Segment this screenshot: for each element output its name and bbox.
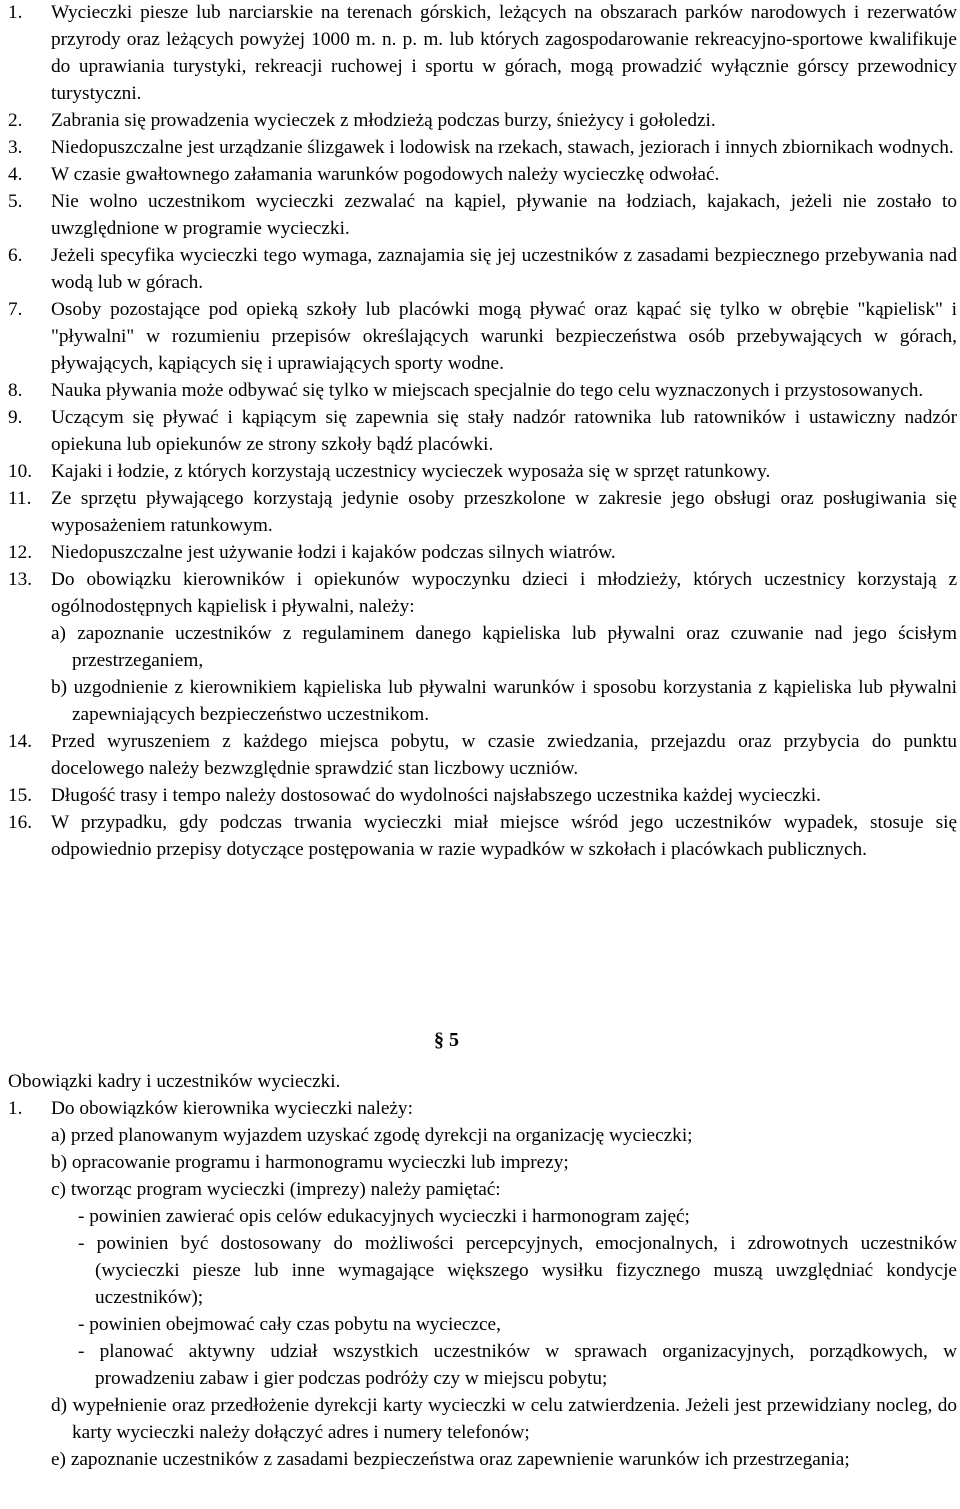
sub-item xyxy=(51,620,957,674)
section-heading: Obowiązki kadry i uczestników wycieczki. xyxy=(8,1071,341,1092)
list-item xyxy=(0,809,957,863)
item-text: Do obowiązku kierowników i opiekunów wypoczynku dzieci i młodzieży, których uczestnicy korzystają z ogólnodostępnych kąpielisk i pływalni, należy: xyxy=(51,569,957,617)
item-text: Wycieczki piesze lub narciarskie na terenach górskich, leżących na obszarach parków narodowych i rezerwatów przyrody oraz leżących powyżej 1000 m. n. p. m. lub których zagospodarowanie rekreacyjno-sportowe kwalifikuje do uprawiania turystyki, rekreacji ruchowej i sportu w górach, mogą prowadzić wyłącznie górscy przewodnicy turystyczni. xyxy=(51,2,957,104)
section-mark: § 5 xyxy=(434,1029,459,1051)
item-number: 5. xyxy=(8,191,23,212)
sub-item xyxy=(0,1176,957,1203)
item-text: Ze sprzętu pływającego korzystają jedynie osoby przeszkolone w zakresie jego obsługi oraz posługiwania się wyposażeniem ratunkowym. xyxy=(51,488,957,536)
sub-item xyxy=(51,674,957,728)
item-number: 2. xyxy=(8,110,23,131)
item-text: Jeżeli specyfika wycieczki tego wymaga, zaznajamia się jej uczestników z zasadami bezpiecznego przebywania nad wodą lub w górach. xyxy=(51,245,957,293)
item-text: Nauka pływania może odbywać się tylko w miejscach specjalnie do tego celu wyznaczonych i przystosowanych. xyxy=(51,380,924,401)
item-number: 13. xyxy=(8,569,33,590)
item-number: 14. xyxy=(8,731,33,752)
item-text: Kajaki i łodzie, z których korzystają uczestnicy wycieczek wyposaża się w sprzęt ratunkowy. xyxy=(51,461,771,482)
item-text: Do obowiązków kierownika wycieczki należy: xyxy=(51,1098,413,1119)
item-text: Niedopuszczalne jest urządzanie ślizgawek i lodowisk na rzekach, stawach, jeziorach i innych zbiornikach wodnych. xyxy=(51,137,954,158)
item-number: 15. xyxy=(8,785,33,806)
item-text: Zabrania się prowadzenia wycieczek z młodzieżą podczas burzy, śnieżycy i gołoledzi. xyxy=(51,110,716,131)
item-number: 7. xyxy=(8,299,23,320)
list-item xyxy=(0,1095,957,1122)
sub-text: wypełnienie oraz przedłożenie dyrekcji karty wycieczki w celu zatwierdzenia. Jeżeli jest przewidziany nocleg, do karty wycieczki należy dołączyć adres i numery telefonów; xyxy=(72,1395,957,1443)
list-item xyxy=(0,539,957,566)
sub-label: b) xyxy=(51,677,68,698)
list-item xyxy=(0,296,957,377)
dash-text: - planować aktywny udział wszystkich uczestników w sprawach organizacyjnych, porządkowych, w prowadzeniu zabaw i gier podczas podróży czy w miejscu pobytu; xyxy=(78,1341,957,1389)
sub-item xyxy=(0,1122,957,1149)
sub-item xyxy=(0,1149,957,1176)
item-number: 3. xyxy=(8,137,23,158)
list-item xyxy=(0,134,957,161)
sub-label: a) xyxy=(51,623,66,644)
item-text: Długość trasy i tempo należy dostosować do wydolności najsłabszego uczestnika każdej wycieczki. xyxy=(51,785,821,806)
sub-text: przed planowanym wyjazdem uzyskać zgodę dyrekcji na organizację wycieczki; xyxy=(70,1125,693,1146)
dash-text: - powinien obejmować cały czas pobytu na wycieczce, xyxy=(78,1314,501,1335)
item-number: 1. xyxy=(8,2,23,23)
item-text: Przed wyruszeniem z każdego miejsca pobytu, w czasie zwiedzania, przejazdu oraz przybycia do punktu docelowego należy bezwzględnie sprawdzić stan liczbowy uczniów. xyxy=(51,731,957,779)
sub-text: opracowanie programu i harmonogramu wycieczki lub imprezy; xyxy=(71,1152,569,1173)
list-item xyxy=(0,566,957,728)
list-item xyxy=(0,161,957,188)
item-number: 8. xyxy=(8,380,23,401)
item-number: 9. xyxy=(8,407,23,428)
sub-label: b) xyxy=(51,1152,68,1173)
item-text: Nie wolno uczestnikom wycieczki zezwalać na kąpiel, pływanie na łodziach, kajakach, jeżeli nie zostało to uwzględnione w programie wycieczki. xyxy=(51,191,957,239)
item-number: 4. xyxy=(8,164,23,185)
list-item xyxy=(0,0,957,107)
list-item xyxy=(0,242,957,296)
sub-item xyxy=(0,1446,957,1473)
list-item xyxy=(0,782,957,809)
item-number: 6. xyxy=(8,245,23,266)
item-text: Osoby pozostające pod opieką szkoły lub placówki mogą pływać oraz kąpać się tylko w obrębie "kąpielisk" i "pływalni" w rozumieniu przepisów określających warunki bezpieczeństwa osób przebywających w górach, pływających, kąpiących się i uprawiających sporty wodne. xyxy=(51,299,957,374)
item-number: 10. xyxy=(8,461,33,482)
dash-text: - powinien zawierać opis celów edukacyjnych wycieczki i harmonogram zajęć; xyxy=(78,1206,690,1227)
dash-text: - powinien być dostosowany do możliwości percepcyjnych, emocjonalnych, i zdrowotnych uczestników (wycieczki piesze lub inne wymagające większego wysiłku fizycznego muszą uwzględniać kondycje uczestników); xyxy=(78,1233,957,1308)
list-item xyxy=(0,404,957,458)
dash-item xyxy=(0,1338,957,1392)
sub-text: uzgodnienie z kierownikiem kąpieliska lub pływalni warunków i sposobu korzystania z kąpieliska lub pływalni zapewniających bezpieczeństwo uczestnikom. xyxy=(72,677,957,725)
dash-item xyxy=(0,1230,957,1311)
list-item xyxy=(0,458,957,485)
sub-text: zapoznanie uczestników z zasadami bezpieczeństwa oraz zapewnienie warunków ich przestrzegania; xyxy=(70,1449,850,1470)
item-text: W przypadku, gdy podczas trwania wycieczki miał miejsce wśród jego uczestników wypadek, stosuje się odpowiednio przepisy dotyczące postępowania w razie wypadków w szkołach i placówkach publicznych. xyxy=(51,812,957,860)
item-text: Uczącym się pływać i kąpiącym się zapewnia się stały nadzór ratownika lub ratowników i ustawiczny nadzór opiekuna lub opiekunów ze strony szkoły bądź placówki. xyxy=(51,407,957,455)
sub-label: c) xyxy=(51,1179,66,1200)
list-item xyxy=(0,728,957,782)
item-text: Niedopuszczalne jest używanie łodzi i kajaków podczas silnych wiatrów. xyxy=(51,542,616,563)
dash-item xyxy=(0,1311,957,1338)
item-number: 1. xyxy=(8,1098,23,1119)
sub-text: tworząc program wycieczki (imprezy) należy pamiętać: xyxy=(70,1179,501,1200)
dash-item xyxy=(0,1203,957,1230)
list-item xyxy=(0,107,957,134)
sub-label: a) xyxy=(51,1125,66,1146)
sub-label: e) xyxy=(51,1449,66,1470)
list-item xyxy=(0,377,957,404)
sub-label: d) xyxy=(51,1395,68,1416)
duties-list xyxy=(0,1095,957,1473)
list-item xyxy=(0,188,957,242)
item-text: W czasie gwałtownego załamania warunków pogodowych należy wycieczkę odwołać. xyxy=(51,164,720,185)
item-number: 11. xyxy=(8,488,32,509)
sub-text: zapoznanie uczestników z regulaminem danego kąpieliska lub pływalni oraz czuwanie nad jego ścisłym przestrzeganiem, xyxy=(72,623,957,671)
item-number: 16. xyxy=(8,812,33,833)
sub-item xyxy=(0,1392,957,1446)
list-item xyxy=(0,485,957,539)
item-number: 12. xyxy=(8,542,33,563)
